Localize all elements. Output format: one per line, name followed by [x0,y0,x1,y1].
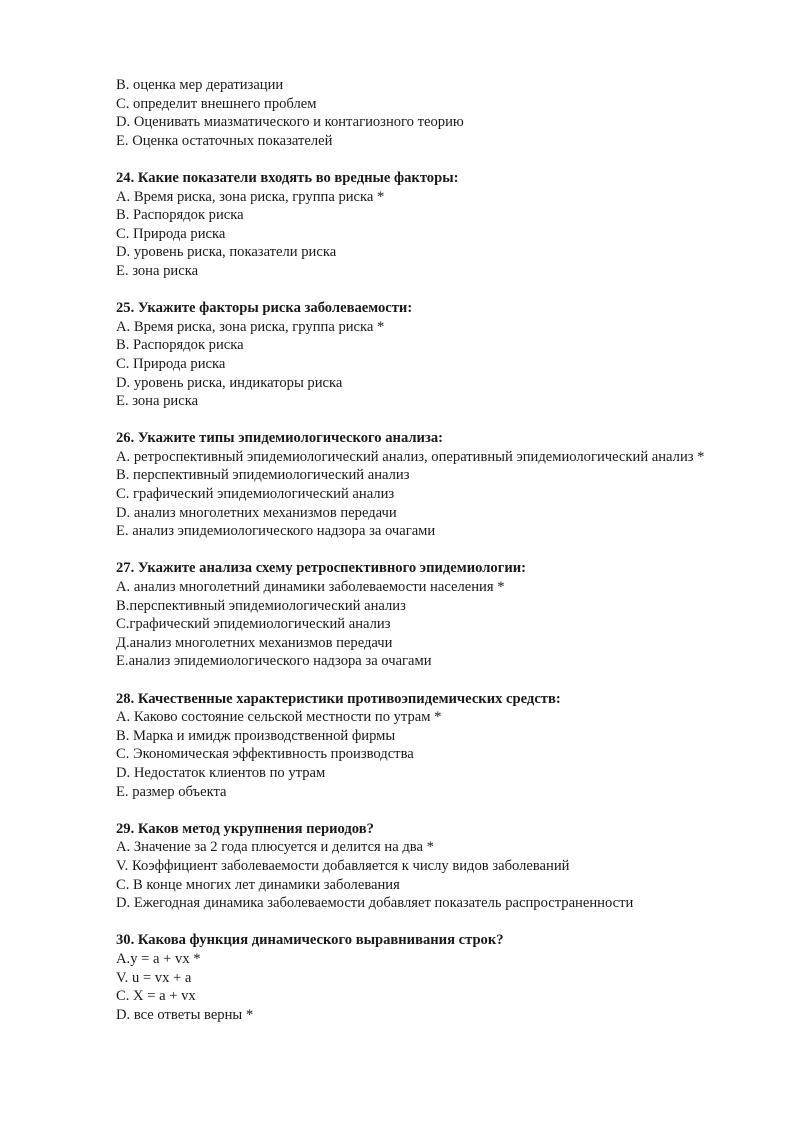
answer-option: D. Недостаток клиентов по утрам [116,764,326,781]
question-block [116,76,740,150]
answer-option: D. уровень риска, индикаторы риска [116,374,343,391]
answer-option: A. Время риска, зона риска, группа риска * [116,188,385,205]
question-title: 30. Какова функция динамического выравнивания строк? [116,932,504,949]
answer-option: C. Экономическая эффективность производства [116,746,414,763]
question-title: 26. Укажите типы эпидемиологического анализа: [116,430,443,447]
answer-option: B. Распорядок риска [116,207,244,224]
answer-option: D. анализ многолетних механизмов передачи [116,504,397,521]
answer-option: V. Коэффициент заболеваемости добавляется к числу видов заболеваний [116,857,570,874]
answer-option: B. перспективный эпидемиологический анализ [116,467,410,484]
answer-option: V. u = vx + a [116,969,192,986]
question-block [116,169,740,281]
question-title: 27. Укажите анализа схему ретроспективного эпидемиологии: [116,560,527,577]
question-title: 25. Укажите факторы риска заболеваемости: [116,300,413,317]
question-block [116,690,740,802]
answer-option: A. ретроспективный эпидемиологический анализ, оперативный эпидемиологический анализ * [116,448,705,465]
answer-option: E. зона риска [116,393,199,410]
answer-option: B. Марка и имидж производственной фирмы [116,727,396,744]
answer-option: D. Оценивать миазматического и контагиозного теорию [116,114,464,131]
answer-option: A. Значение за 2 года плюсуется и делится на два * [116,839,434,856]
answer-option: E. анализ эпидемиологического надзора за очагами [116,523,436,540]
answer-option: E. размер объекта [116,783,227,800]
answer-option: C. X = a + vx [116,988,196,1005]
answer-option: D. все ответы верны * [116,1006,254,1023]
answer-option: C. определит внешнего проблем [116,95,317,112]
answer-option: A.y = a + vx * [116,950,201,967]
answer-option: A. Каково состояние сельской местности по утрам * [116,709,442,726]
answer-option: C. Природа риска [116,225,226,242]
answer-option: C.графический эпидемиологический анализ [116,616,391,633]
question-block [116,931,740,1024]
question-title: 28. Качественные характеристики противоэпидемических средств: [116,690,561,707]
answer-option: B. Распорядок риска [116,337,244,354]
answer-option: A. анализ многолетний динамики заболеваемости населения * [116,579,505,596]
answer-option: E. Оценка остаточных показателей [116,132,333,149]
answer-option: C. графический эпидемиологический анализ [116,486,395,503]
answer-option: D. Ежегодная динамика заболеваемости добавляет показатель распространенности [116,895,634,912]
answer-option: D. уровень риска, показатели риска [116,244,337,261]
question-block [116,429,740,541]
question-block [116,559,740,671]
answer-option: E.анализ эпидемиологического надзора за очагами [116,653,432,670]
answer-option: C. В конце многих лет динамики заболевания [116,876,400,893]
question-block [116,299,740,411]
answer-option: E. зона риска [116,262,199,279]
question-title: 24. Какие показатели входять во вредные факторы: [116,169,459,186]
answer-option: B. оценка мер дератизации [116,77,284,93]
answer-option: C. Природа риска [116,355,226,372]
question-block [116,820,740,913]
answer-option: Д.анализ многолетних механизмов передачи [116,634,393,651]
answer-option: B.перспективный эпидемиологический анализ [116,597,406,614]
question-title: 29. Каков метод укрупнения периодов? [116,820,374,837]
answer-option: A. Время риска, зона риска, группа риска * [116,318,385,335]
